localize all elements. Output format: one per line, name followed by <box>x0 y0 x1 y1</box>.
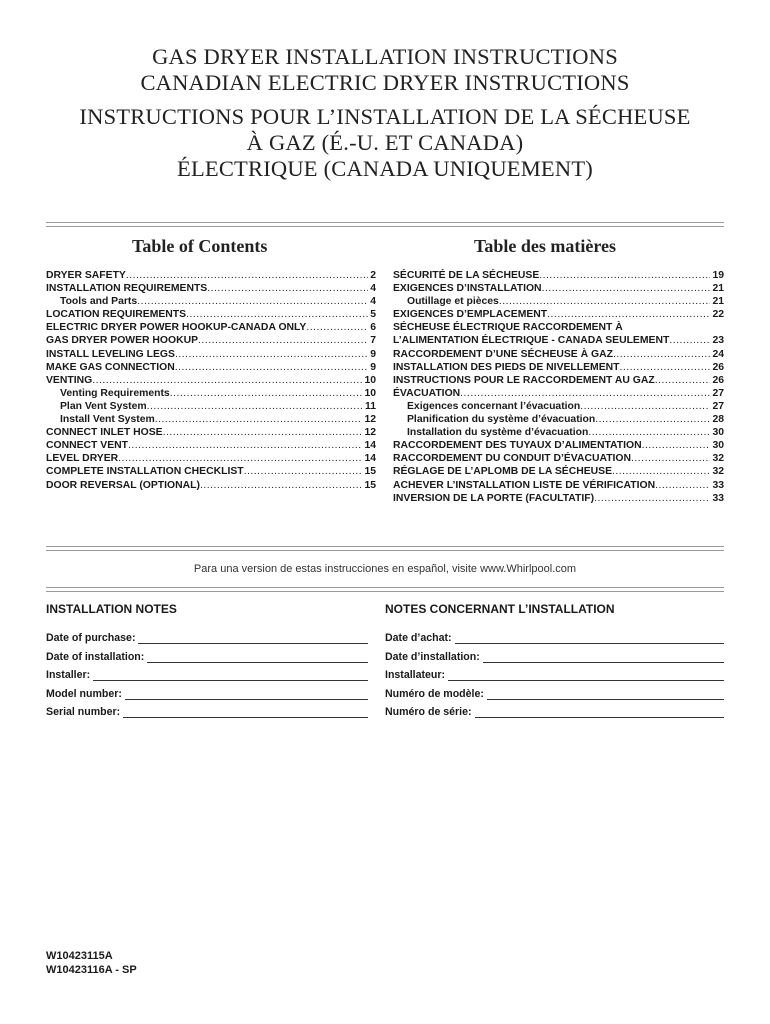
toc-entry-page: 33 <box>712 479 724 491</box>
toc-entry-page: 9 <box>370 361 376 373</box>
toc-entry-page: 26 <box>712 374 724 386</box>
toc-entry-page: 4 <box>370 296 376 308</box>
note-field-blank-line <box>123 707 368 718</box>
toc-entry-label: COMPLETE INSTALLATION CHECKLIST <box>46 466 244 478</box>
toc-leader-dots <box>631 452 710 465</box>
toc-entry-label: ÉVACUATION <box>393 387 461 399</box>
toc-entry <box>393 282 724 295</box>
document-number: W10423115A <box>46 950 113 962</box>
installation-notes-en <box>46 626 368 718</box>
toc-leader-dots <box>613 348 710 361</box>
toc-leader-dots <box>186 308 368 321</box>
note-field-label: Date d’achat: <box>385 632 452 645</box>
note-field <box>46 626 368 644</box>
toc-entry <box>393 334 724 347</box>
toc-leader-dots <box>137 295 368 308</box>
toc-entry-page: 19 <box>712 270 724 281</box>
toc-leader-dots <box>594 492 710 505</box>
toc-heading-en: Table of Contents <box>132 236 268 256</box>
toc-entry <box>393 452 724 465</box>
toc-leader-dots <box>620 361 711 374</box>
toc-entry-label: MAKE GAS CONNECTION <box>46 361 175 373</box>
toc-entry-label: CONNECT VENT <box>46 440 128 452</box>
toc-entry-page: 12 <box>364 414 376 426</box>
toc-leader-dots <box>207 282 368 295</box>
toc-entry-page: 14 <box>364 453 376 465</box>
toc-entry <box>46 361 376 374</box>
note-field-label: Date d’installation: <box>385 650 480 663</box>
toc-leader-dots <box>126 269 368 282</box>
toc-entry <box>46 452 376 465</box>
toc-list-fr <box>393 269 724 505</box>
toc-leader-dots <box>198 334 368 347</box>
note-field-blank-line <box>475 707 724 718</box>
top-divider <box>46 222 724 227</box>
toc-entry-label: DOOR REVERSAL (OPTIONAL) <box>46 479 200 491</box>
toc-entry-page: 9 <box>370 348 376 360</box>
toc-entry-page: 7 <box>370 335 376 347</box>
toc-entry-page: 27 <box>712 387 724 399</box>
note-field <box>46 681 368 699</box>
toc-entry-page: 22 <box>712 309 724 321</box>
toc-entry-label: SÉCHEUSE ÉLECTRIQUE RACCORDEMENT À <box>393 322 623 334</box>
toc-entry-page: 14 <box>364 440 376 452</box>
toc-entry <box>46 387 376 400</box>
note-field-blank-line <box>487 689 724 700</box>
toc-entry-label: ELECTRIC DRYER POWER HOOKUP-CANADA ONLY <box>46 322 307 334</box>
toc-leader-dots <box>655 374 711 387</box>
toc-entry-label: RACCORDEMENT DES TUYAUX D’ALIMENTATION <box>393 440 642 452</box>
notes-heading-fr: NOTES CONCERNANT L’INSTALLATION <box>385 602 615 616</box>
note-field <box>46 700 368 718</box>
toc-entry-label: CONNECT INLET HOSE <box>46 427 163 439</box>
toc-leader-dots <box>612 465 710 478</box>
note-field <box>385 626 724 644</box>
toc-entry-page: 5 <box>370 309 376 321</box>
note-field-blank-line <box>125 689 368 700</box>
installation-notes-fr <box>385 626 724 718</box>
toc-entry-label: Outillage et pièces <box>407 296 499 308</box>
notes-divider <box>46 587 724 592</box>
toc-entry <box>393 269 724 282</box>
toc-entry-label: GAS DRYER POWER HOOKUP <box>46 335 199 347</box>
toc-entry-label: INSTALLATION DES PIEDS DE NIVELLEMENT <box>393 361 620 373</box>
toc-entry-label: RACCORDEMENT DU CONDUIT D’ÉVACUATION <box>393 453 632 465</box>
toc-entry <box>393 348 724 361</box>
note-field-blank-line <box>93 670 368 681</box>
french-title-line: INSTRUCTIONS POUR L’INSTALLATION DE LA SÉCHEUSE <box>79 104 691 129</box>
toc-entry <box>393 426 724 439</box>
toc-entry <box>46 400 376 413</box>
toc-entry-label: Exigences concernant l’évacuation <box>407 400 581 412</box>
toc-entry <box>393 492 724 505</box>
toc-entry-page: 30 <box>712 427 724 439</box>
toc-leader-dots <box>539 269 710 282</box>
toc-entry-page: 27 <box>712 400 724 412</box>
toc-entry <box>393 321 724 334</box>
toc-entry-page: 28 <box>712 414 724 426</box>
toc-entry-page: 32 <box>712 453 724 465</box>
toc-entry-page: 30 <box>712 440 724 452</box>
toc-entry-page: 11 <box>365 400 376 412</box>
toc-entry-label: RACCORDEMENT D’UNE SÉCHEUSE À GAZ <box>393 348 613 360</box>
note-field-label: Numéro de série: <box>385 705 472 718</box>
toc-leader-dots <box>595 413 710 426</box>
toc-entry <box>46 282 376 295</box>
toc-leader-dots <box>588 426 710 439</box>
toc-leader-dots <box>542 282 711 295</box>
note-field-blank-line <box>483 652 724 663</box>
toc-entry-page: 12 <box>364 427 376 439</box>
toc-entry-page: 10 <box>364 387 376 399</box>
toc-entry-page: 21 <box>712 283 724 295</box>
note-field <box>385 681 724 699</box>
toc-entry-label: Install Vent System <box>60 414 155 426</box>
toc-heading-fr: Table des matières <box>474 236 616 256</box>
toc-leader-dots <box>642 439 711 452</box>
installation-notes-heading: INSTALLATION NOTES <box>46 602 177 616</box>
toc-entry <box>393 439 724 452</box>
toc-entry-page: 10 <box>364 374 376 386</box>
spanish-version-note: Para una version de estas instrucciones en español, visite www.Whirlpool.com <box>193 563 577 575</box>
toc-entry-label: Installation du système d’évacuation <box>407 427 589 439</box>
toc-entry-label: INSTRUCTIONS POUR LE RACCORDEMENT AU GAZ <box>393 374 655 386</box>
toc-entry-label: EXIGENCES D’EMPLACEMENT <box>393 309 548 321</box>
toc-entry <box>46 308 376 321</box>
document-number: W10423116A - SP <box>46 964 137 976</box>
toc-leader-dots <box>175 361 368 374</box>
note-field-label: Date of installation: <box>46 650 145 663</box>
toc-entry <box>393 400 724 413</box>
toc-leader-dots <box>170 387 363 400</box>
document-numbers <box>46 949 137 977</box>
toc-entry-page: 26 <box>712 361 724 373</box>
toc-entry <box>393 308 724 321</box>
toc-entry <box>393 479 724 492</box>
english-title-line: GAS DRYER INSTALLATION INSTRUCTIONS <box>152 44 618 69</box>
toc-leader-dots <box>547 308 710 321</box>
note-field-blank-line <box>448 670 724 681</box>
middle-divider <box>46 546 724 551</box>
toc-entry-label: INVERSION DE LA PORTE (FACULTATIF) <box>393 492 595 504</box>
toc-entry-label: VENTING <box>46 374 93 386</box>
toc-entry-label: INSTALLATION REQUIREMENTS <box>46 283 208 295</box>
toc-entry <box>393 374 724 387</box>
toc-leader-dots <box>499 295 711 308</box>
toc-leader-dots <box>244 465 363 478</box>
toc-entry <box>46 295 376 308</box>
toc-entry <box>46 479 376 492</box>
note-field-blank-line <box>138 633 368 644</box>
toc-leader-dots <box>118 452 362 465</box>
toc-entry-label: Venting Requirements <box>60 387 170 399</box>
toc-entry-label: ACHEVER L’INSTALLATION LISTE DE VÉRIFICATION <box>393 479 656 491</box>
toc-entry-page: 15 <box>364 466 376 478</box>
toc-entry-label: LEVEL DRYER <box>46 453 119 465</box>
toc-entry-label: L’ALIMENTATION ÉLECTRIQUE - CANADA SEULEMENT <box>393 335 670 347</box>
toc-leader-dots <box>147 400 363 413</box>
title-block <box>0 44 770 182</box>
toc-entry <box>46 348 376 361</box>
toc-entry-page: 15 <box>364 479 376 491</box>
note-field <box>46 663 368 681</box>
note-field <box>385 644 724 662</box>
toc-entry-page: 24 <box>712 348 724 360</box>
toc-entry <box>46 334 376 347</box>
toc-entry-page: 21 <box>712 296 724 308</box>
toc-leader-dots <box>163 426 363 439</box>
note-field <box>385 663 724 681</box>
french-title-line: À GAZ (É.-U. ET CANADA) <box>246 130 524 155</box>
toc-entry-label: INSTALL LEVELING LEGS <box>46 348 175 360</box>
toc-entry <box>46 465 376 478</box>
note-field-label: Numéro de modèle: <box>385 687 484 700</box>
toc-leader-dots <box>92 374 362 387</box>
toc-entry <box>393 465 724 478</box>
toc-entry-label: Planification du système d’évacuation <box>407 414 596 426</box>
note-field <box>46 644 368 662</box>
toc-leader-dots <box>669 334 710 347</box>
note-field-blank-line <box>147 652 368 663</box>
toc-entry <box>393 295 724 308</box>
toc-entry-label: LOCATION REQUIREMENTS <box>46 309 187 321</box>
note-field-label: Model number: <box>46 687 122 700</box>
toc-entry-label: EXIGENCES D’INSTALLATION <box>393 283 542 295</box>
english-title <box>0 44 770 96</box>
toc-entry-page: 32 <box>712 466 724 478</box>
toc-entry <box>46 426 376 439</box>
note-field-blank-line <box>455 633 724 644</box>
toc-entry-label: Plan Vent System <box>60 400 147 412</box>
french-title <box>0 104 770 182</box>
english-title-line: CANADIAN ELECTRIC DRYER INSTRUCTIONS <box>140 70 630 95</box>
toc-entry-label: Tools and Parts <box>60 296 138 308</box>
toc-entry <box>46 269 376 282</box>
toc-leader-dots <box>155 413 363 426</box>
toc-entry <box>46 374 376 387</box>
toc-entry <box>393 387 724 400</box>
toc-leader-dots <box>655 479 710 492</box>
toc-leader-dots <box>175 348 368 361</box>
toc-leader-dots <box>460 387 710 400</box>
toc-entry <box>393 361 724 374</box>
toc-entry-page: 33 <box>712 492 724 504</box>
toc-entry <box>46 413 376 426</box>
toc-leader-dots <box>200 479 362 492</box>
toc-entry <box>393 413 724 426</box>
toc-entry-page: 6 <box>370 322 376 334</box>
toc-entry <box>46 439 376 452</box>
note-field-label: Date of purchase: <box>46 632 136 645</box>
toc-entry-label: RÉGLAGE DE L’APLOMB DE LA SÉCHEUSE <box>393 466 612 478</box>
note-field-label: Installer: <box>46 669 91 682</box>
toc-leader-dots <box>128 439 362 452</box>
toc-entry-page: 2 <box>370 270 376 281</box>
note-field <box>385 700 724 718</box>
note-field-label: Installateur: <box>385 669 446 682</box>
toc-entry-page: 4 <box>370 283 376 295</box>
toc-entry-page: 23 <box>712 335 724 347</box>
toc-entry <box>46 321 376 334</box>
toc-entry-label: DRYER SAFETY <box>46 270 126 281</box>
french-title-line: ÉLECTRIQUE (CANADA UNIQUEMENT) <box>177 156 593 181</box>
toc-leader-dots <box>306 321 368 334</box>
toc-leader-dots <box>580 400 710 413</box>
toc-entry-label: SÉCURITÉ DE LA SÉCHEUSE <box>393 270 540 281</box>
note-field-label: Serial number: <box>46 705 121 718</box>
toc-list-en <box>46 269 376 492</box>
